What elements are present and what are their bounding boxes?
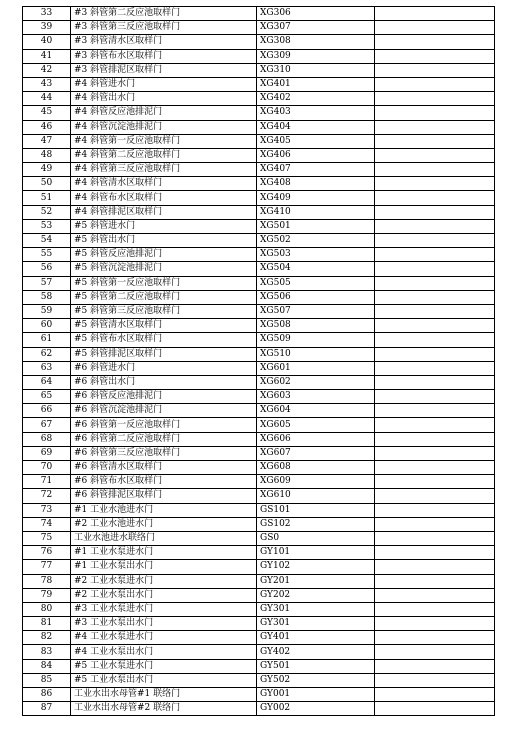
remark-cell [375,617,495,631]
table-row [23,631,495,645]
valve-name-cell: #4 斜管第三反应池取样门 [71,163,257,177]
valve-code-cell: XG605 [257,418,375,432]
valve-name-cell: #4 斜管清水区取样门 [71,177,257,191]
table-row [23,659,495,673]
table-row [23,319,495,333]
table-row [23,7,495,21]
remark-cell [375,248,495,262]
table-row [23,461,495,475]
row-number-cell: 50 [23,177,71,191]
valve-name-cell: #5 斜管反应池排泥门 [71,248,257,262]
row-number-cell: 83 [23,645,71,659]
valve-code-cell: GS0 [257,531,375,545]
remark-cell [375,77,495,91]
row-number-cell: 56 [23,262,71,276]
table-row [23,560,495,574]
row-number-cell: 61 [23,333,71,347]
valve-name-cell: #3 工业水泵进水门 [71,602,257,616]
row-number-cell: 82 [23,631,71,645]
remark-cell [375,21,495,35]
row-number-cell: 53 [23,219,71,233]
row-number-cell: 64 [23,375,71,389]
valve-code-cell: GS102 [257,517,375,531]
valve-name-cell: #3 斜管排泥区取样门 [71,63,257,77]
valve-name-cell: 工业水池进水联络门 [71,531,257,545]
valve-name-cell: #2 工业水泵出水门 [71,588,257,602]
valve-code-cell: XG410 [257,205,375,219]
row-number-cell: 87 [23,702,71,716]
table-row [23,248,495,262]
row-number-cell: 76 [23,546,71,560]
valve-code-cell: XG404 [257,120,375,134]
row-number-cell: 51 [23,191,71,205]
row-number-cell: 62 [23,347,71,361]
table-row [23,432,495,446]
table-row [23,21,495,35]
valve-name-cell: #4 斜管反应池排泥门 [71,106,257,120]
table-row [23,219,495,233]
table-row [23,49,495,63]
row-number-cell: 47 [23,134,71,148]
valve-name-cell: #6 斜管布水区取样门 [71,475,257,489]
row-number-cell: 41 [23,49,71,63]
valve-code-cell: XG507 [257,304,375,318]
remark-cell [375,673,495,687]
table-row [23,276,495,290]
row-number-cell: 40 [23,35,71,49]
remark-cell [375,560,495,574]
valve-code-cell: XG408 [257,177,375,191]
remark-cell [375,163,495,177]
table-row [23,602,495,616]
table-row [23,290,495,304]
remark-cell [375,574,495,588]
remark-cell [375,49,495,63]
remark-cell [375,645,495,659]
table-row [23,588,495,602]
remark-cell [375,219,495,233]
remark-cell [375,35,495,49]
valve-name-cell: #5 斜管第一反应池取样门 [71,276,257,290]
valve-name-cell: #4 斜管沉淀池排泥门 [71,120,257,134]
valve-code-cell: GY102 [257,560,375,574]
valve-code-cell: GY002 [257,702,375,716]
row-number-cell: 59 [23,304,71,318]
valve-name-cell: #6 斜管出水门 [71,375,257,389]
valve-code-cell: XG504 [257,262,375,276]
valve-name-cell: 工业水出水母管#2 联络门 [71,702,257,716]
table-row [23,546,495,560]
valve-code-cell: GY301 [257,617,375,631]
valve-name-cell: #6 斜管沉淀池排泥门 [71,404,257,418]
row-number-cell: 84 [23,659,71,673]
valve-name-cell: #5 工业水泵出水门 [71,673,257,687]
valve-name-cell: #6 斜管第二反应池取样门 [71,432,257,446]
table-row [23,361,495,375]
valve-code-cell: XG403 [257,106,375,120]
valve-code-cell: GY101 [257,546,375,560]
table-row [23,489,495,503]
table-row [23,347,495,361]
table-row [23,446,495,460]
valve-code-cell: GS101 [257,503,375,517]
table-row [23,148,495,162]
valve-name-cell: #6 斜管反应池排泥门 [71,390,257,404]
valve-code-cell: XG607 [257,446,375,460]
valve-name-cell: #4 斜管第二反应池取样门 [71,148,257,162]
table-row [23,574,495,588]
table-row [23,262,495,276]
valve-name-cell: #3 斜管第三反应池取样门 [71,21,257,35]
valve-name-cell: #2 工业水池进水门 [71,517,257,531]
remark-cell [375,546,495,560]
row-number-cell: 86 [23,688,71,702]
remark-cell [375,531,495,545]
valve-name-cell: #3 工业水泵出水门 [71,617,257,631]
row-number-cell: 45 [23,106,71,120]
valve-name-cell: 工业水出水母管#1 联络门 [71,688,257,702]
valve-name-cell: #1 工业水泵出水门 [71,560,257,574]
valve-code-cell: XG602 [257,375,375,389]
valve-code-cell: XG505 [257,276,375,290]
row-number-cell: 42 [23,63,71,77]
row-number-cell: 54 [23,234,71,248]
valve-name-cell: #5 斜管布水区取样门 [71,333,257,347]
valve-name-cell: #5 工业水泵进水门 [71,659,257,673]
row-number-cell: 85 [23,673,71,687]
row-number-cell: 71 [23,475,71,489]
valve-code-cell: XG610 [257,489,375,503]
valve-code-cell: XG407 [257,163,375,177]
row-number-cell: 68 [23,432,71,446]
remark-cell [375,276,495,290]
row-number-cell: 63 [23,361,71,375]
remark-cell [375,688,495,702]
row-number-cell: 66 [23,404,71,418]
row-number-cell: 80 [23,602,71,616]
remark-cell [375,205,495,219]
remark-cell [375,63,495,77]
valve-name-cell: #5 斜管第二反应池取样门 [71,290,257,304]
remark-cell [375,191,495,205]
remark-cell [375,347,495,361]
table-row [23,531,495,545]
remark-cell [375,702,495,716]
remark-cell [375,461,495,475]
row-number-cell: 65 [23,390,71,404]
remark-cell [375,304,495,318]
table-row [23,92,495,106]
table-row [23,120,495,134]
valve-code-cell: XG401 [257,77,375,91]
table-row [23,77,495,91]
table-row [23,645,495,659]
row-number-cell: 73 [23,503,71,517]
valve-code-cell: XG506 [257,290,375,304]
valve-name-cell: #4 工业水泵出水门 [71,645,257,659]
row-number-cell: 70 [23,461,71,475]
remark-cell [375,375,495,389]
remark-cell [375,418,495,432]
remark-cell [375,475,495,489]
row-number-cell: 57 [23,276,71,290]
table-row [23,517,495,531]
table-row [23,617,495,631]
valve-name-cell: #5 斜管沉淀池排泥门 [71,262,257,276]
valve-code-cell: XG502 [257,234,375,248]
table-row [23,475,495,489]
valve-code-cell: XG510 [257,347,375,361]
valve-name-cell: #1 工业水池进水门 [71,503,257,517]
remark-cell [375,602,495,616]
valve-code-cell: GY402 [257,645,375,659]
valve-code-cell: XG406 [257,148,375,162]
valve-code-cell: XG606 [257,432,375,446]
remark-cell [375,120,495,134]
table-row [23,390,495,404]
valve-name-cell: #5 斜管进水门 [71,219,257,233]
remark-cell [375,106,495,120]
remark-cell [375,177,495,191]
table-row [23,134,495,148]
remark-cell [375,489,495,503]
valve-code-cell: GY001 [257,688,375,702]
row-number-cell: 44 [23,92,71,106]
row-number-cell: 52 [23,205,71,219]
valve-name-cell: #3 斜管第二反应池取样门 [71,7,257,21]
table-row [23,333,495,347]
valve-code-cell: XG503 [257,248,375,262]
valve-name-cell: #1 工业水泵进水门 [71,546,257,560]
table-row [23,205,495,219]
table-row [23,418,495,432]
valve-code-cell: XG608 [257,461,375,475]
valve-code-cell: XG405 [257,134,375,148]
valve-name-cell: #2 工业水泵进水门 [71,574,257,588]
remark-cell [375,92,495,106]
remark-cell [375,588,495,602]
valve-list-table-container [22,6,494,716]
row-number-cell: 72 [23,489,71,503]
valve-code-cell: XG308 [257,35,375,49]
remark-cell [375,390,495,404]
row-number-cell: 49 [23,163,71,177]
valve-name-cell: #6 斜管排泥区取样门 [71,489,257,503]
remark-cell [375,7,495,21]
row-number-cell: 78 [23,574,71,588]
row-number-cell: 77 [23,560,71,574]
row-number-cell: 75 [23,531,71,545]
valve-name-cell: #4 斜管布水区取样门 [71,191,257,205]
table-row [23,163,495,177]
valve-code-cell: XG306 [257,7,375,21]
remark-cell [375,404,495,418]
remark-cell [375,148,495,162]
table-row [23,63,495,77]
valve-name-cell: #6 斜管第三反应池取样门 [71,446,257,460]
valve-name-cell: #5 斜管排泥区取样门 [71,347,257,361]
remark-cell [375,361,495,375]
valve-code-cell: XG409 [257,191,375,205]
valve-code-cell: XG310 [257,63,375,77]
row-number-cell: 33 [23,7,71,21]
valve-name-cell: #4 斜管排泥区取样门 [71,205,257,219]
row-number-cell: 67 [23,418,71,432]
row-number-cell: 81 [23,617,71,631]
row-number-cell: 55 [23,248,71,262]
table-row [23,503,495,517]
valve-code-cell: GY401 [257,631,375,645]
valve-code-cell: XG601 [257,361,375,375]
remark-cell [375,517,495,531]
row-number-cell: 39 [23,21,71,35]
table-row [23,234,495,248]
table-row [23,702,495,716]
valve-name-cell: #4 斜管出水门 [71,92,257,106]
table-row [23,304,495,318]
remark-cell [375,333,495,347]
valve-name-cell: #5 斜管出水门 [71,234,257,248]
valve-code-cell: XG501 [257,219,375,233]
row-number-cell: 74 [23,517,71,531]
row-number-cell: 69 [23,446,71,460]
remark-cell [375,262,495,276]
valve-name-cell: #4 斜管进水门 [71,77,257,91]
valve-code-cell: GY501 [257,659,375,673]
remark-cell [375,432,495,446]
remark-cell [375,631,495,645]
valve-name-cell: #6 斜管第一反应池取样门 [71,418,257,432]
valve-code-cell: XG309 [257,49,375,63]
table-row [23,688,495,702]
remark-cell [375,503,495,517]
table-row [23,673,495,687]
remark-cell [375,319,495,333]
valve-name-cell: #4 斜管第一反应池取样门 [71,134,257,148]
valve-list-table [22,6,495,716]
remark-cell [375,134,495,148]
valve-name-cell: #5 斜管清水区取样门 [71,319,257,333]
row-number-cell: 60 [23,319,71,333]
valve-code-cell: GY202 [257,588,375,602]
row-number-cell: 43 [23,77,71,91]
table-body [23,7,495,716]
valve-code-cell: XG508 [257,319,375,333]
valve-code-cell: GY201 [257,574,375,588]
valve-code-cell: XG307 [257,21,375,35]
row-number-cell: 46 [23,120,71,134]
row-number-cell: 79 [23,588,71,602]
remark-cell [375,659,495,673]
row-number-cell: 58 [23,290,71,304]
valve-name-cell: #5 斜管第三反应池取样门 [71,304,257,318]
table-row [23,177,495,191]
row-number-cell: 48 [23,148,71,162]
valve-name-cell: #6 斜管进水门 [71,361,257,375]
valve-code-cell: GY301 [257,602,375,616]
table-row [23,191,495,205]
valve-name-cell: #6 斜管清水区取样门 [71,461,257,475]
remark-cell [375,234,495,248]
valve-code-cell: XG603 [257,390,375,404]
valve-name-cell: #3 斜管清水区取样门 [71,35,257,49]
valve-code-cell: XG604 [257,404,375,418]
remark-cell [375,290,495,304]
table-row [23,35,495,49]
valve-code-cell: GY502 [257,673,375,687]
remark-cell [375,446,495,460]
valve-code-cell: XG509 [257,333,375,347]
table-row [23,404,495,418]
valve-name-cell: #4 工业水泵进水门 [71,631,257,645]
valve-code-cell: XG609 [257,475,375,489]
valve-code-cell: XG402 [257,92,375,106]
table-row [23,106,495,120]
table-row [23,375,495,389]
valve-name-cell: #3 斜管布水区取样门 [71,49,257,63]
